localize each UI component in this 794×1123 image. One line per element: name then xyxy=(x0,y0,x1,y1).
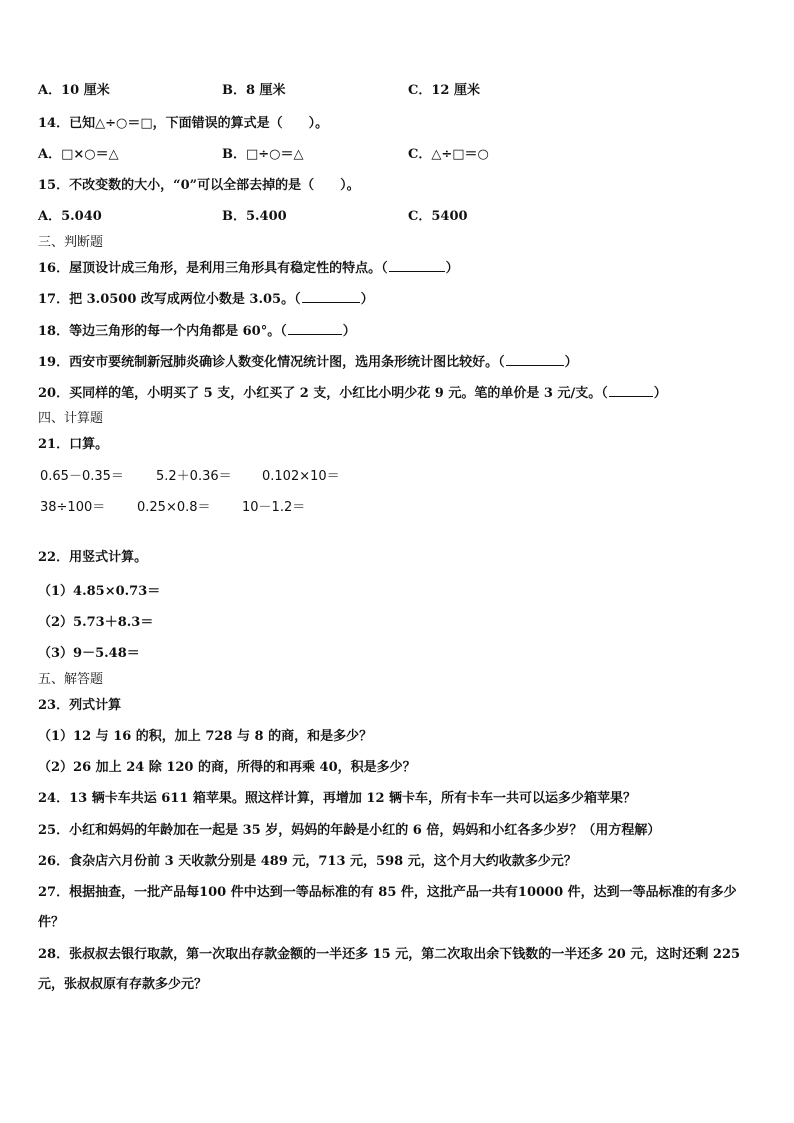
judge-item-20 xyxy=(38,384,667,403)
judge-item-17 xyxy=(38,290,374,309)
q25-question: 25．小红和妈妈的年龄加在一起是 35 岁，妈妈的年龄是小红的 6 倍，妈妈和小红各多少岁？（用方程解） xyxy=(38,823,661,838)
section-heading-judge: 三、判断题 xyxy=(38,235,104,250)
judge-item-19 xyxy=(38,353,578,372)
judge-close: ） xyxy=(360,292,374,307)
q23-title: 23．列式计算 xyxy=(38,698,122,713)
answer-blank[interactable] xyxy=(389,259,445,272)
answer-blank[interactable] xyxy=(302,290,360,303)
oral-calc-item: 0.25×0.8＝ xyxy=(137,500,211,515)
judge-text: 16．屋顶设计成三角形，是利用三角形具有稳定性的特点。（ xyxy=(38,261,388,276)
oral-calc-item: 5.2＋0.36＝ xyxy=(156,469,232,484)
q27-line-1: 27．根据抽查，一批产品每100 件中达到一等品标准的有 85 件，这批产品一共有10000 件，达到一等品标准的有多少 xyxy=(38,885,737,900)
q15-option-b: B．5.400 xyxy=(222,209,287,224)
q14-option-a: A．□×○＝△ xyxy=(38,147,119,162)
judge-text: 20．买同样的笔，小明买了 5 支，小红买了 2 支，小红比小明少花 9 元。笔的单价是 3 元/支。（ xyxy=(38,386,608,401)
q14-question: 14．已知△÷○＝□，下面错误的算式是（ ）。 xyxy=(38,116,329,131)
q13-option-a: A．10 厘米 xyxy=(38,83,110,98)
judge-item-16 xyxy=(38,259,459,278)
judge-close: ） xyxy=(342,324,356,339)
q14-option-b: B．□÷○＝△ xyxy=(222,147,304,162)
q23-item-1: （1）12 与 16 的积，加上 728 与 8 的商，和是多少？ xyxy=(38,729,373,744)
q15-option-c: C．5400 xyxy=(408,209,468,224)
judge-item-18 xyxy=(38,322,356,341)
q28-line-1: 28．张叔叔去银行取款，第一次取出存款金额的一半还多 15 元，第二次取出余下钱数的一半还多 20 元，这时还剩 225 xyxy=(38,947,741,962)
judge-text: 19．西安市要统制新冠肺炎确诊人数变化情况统计图，选用条形统计图比较好。（ xyxy=(38,355,505,370)
q15-question: 15．不改变数的大小，“0”可以全部去掉的是（ ）。 xyxy=(38,178,360,193)
q22-item-3: （3）9－5.48＝ xyxy=(38,646,140,661)
judge-close: ） xyxy=(445,261,459,276)
oral-calc-item: 0.65－0.35＝ xyxy=(40,469,124,484)
judge-text: 18．等边三角形的每一个内角都是 60°。（ xyxy=(38,324,287,339)
judge-close: ） xyxy=(653,386,667,401)
judge-close: ） xyxy=(564,355,578,370)
answer-blank[interactable] xyxy=(609,384,653,397)
q13-option-b: B．8 厘米 xyxy=(222,83,286,98)
q27-line-2: 件？ xyxy=(38,915,65,930)
oral-calc-item: 38÷100＝ xyxy=(40,500,106,515)
q26-question: 26．食杂店六月份前 3 天收款分别是 489 元，713 元，598 元，这个月大约收款多少元？ xyxy=(38,854,577,869)
oral-calc-item: 10－1.2＝ xyxy=(242,500,306,515)
q22-title: 22．用竖式计算。 xyxy=(38,550,148,565)
q21-title: 21．口算。 xyxy=(38,437,109,452)
q22-item-1: （1）4.85×0.73＝ xyxy=(38,584,161,599)
judge-text: 17．把 3.0500 改写成两位小数是 3.05。（ xyxy=(38,292,301,307)
q28-line-2: 元，张叔叔原有存款多少元？ xyxy=(38,977,208,992)
q22-item-2: （2）5.73＋8.3＝ xyxy=(38,615,154,630)
answer-blank[interactable] xyxy=(288,322,342,335)
q23-item-2: （2）26 加上 24 除 120 的商，所得的和再乘 40，积是多少？ xyxy=(38,760,416,775)
section-heading-solve: 五、解答题 xyxy=(38,672,104,687)
section-heading-calc: 四、计算题 xyxy=(38,411,104,426)
q24-question: 24．13 辆卡车共运 611 箱苹果。照这样计算，再增加 12 辆卡车，所有卡车一共可以运多少箱苹果？ xyxy=(38,791,637,806)
answer-blank[interactable] xyxy=(506,353,564,366)
q15-option-a: A．5.040 xyxy=(38,209,102,224)
q13-option-c: C．12 厘米 xyxy=(408,83,480,98)
oral-calc-item: 0.102×10＝ xyxy=(262,469,340,484)
q14-option-c: C．△÷□＝○ xyxy=(408,147,489,162)
